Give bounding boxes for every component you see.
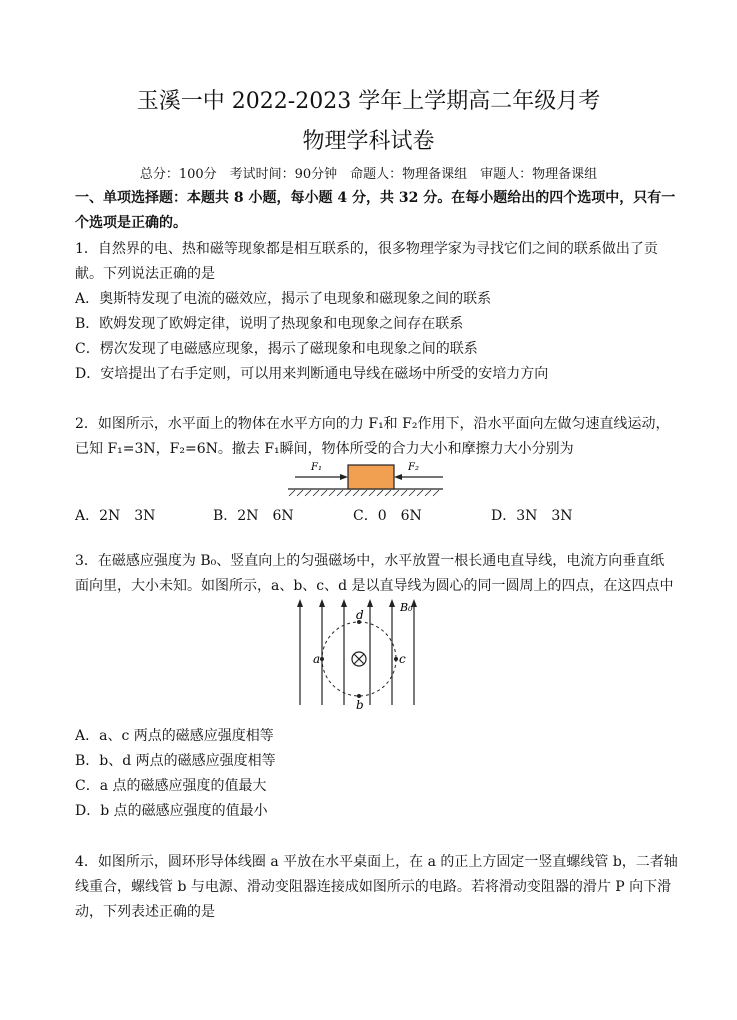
subject-title: 物理学科试卷 xyxy=(302,129,435,154)
label-b0: B₀ xyxy=(400,601,413,614)
q2-stem: 2．如图所示，水平面上的物体在水平方向的力 F₁和 F₂作用下，沿水平面向左做匀速直线运动， xyxy=(75,416,670,432)
q1-option-c: C．楞次发现了电磁感应现象，揭示了磁现象和电现象之间的联系 xyxy=(75,341,478,357)
q1-option-d: D．安培提出了右手定则，可以用来判断通电导线在磁场中所受的安培力方向 xyxy=(75,366,549,382)
exam-title: 玉溪一中 2022-2023 学年上学期高二年级月考 xyxy=(136,89,601,114)
q1-option-b: B．欧姆发现了欧姆定律，说明了热现象和电现象之间存在联系 xyxy=(75,316,464,332)
q2-force-diagram xyxy=(283,458,453,498)
f2-label: F₂ xyxy=(408,462,419,473)
q2-option-a: A．2N 3N xyxy=(75,508,156,524)
section-heading-cont: 个选项是正确的。 xyxy=(75,215,187,231)
label-b: b xyxy=(356,698,364,712)
q3-field-diagram xyxy=(292,597,432,712)
label-d: d xyxy=(356,608,364,622)
q3-option-a: A．a、c 两点的磁感应强度相等 xyxy=(75,728,274,744)
ground-hatching xyxy=(289,490,439,496)
q3-option-c: C．a 点的磁感应强度的值最大 xyxy=(75,778,267,794)
section-heading: 一、单项选择题：本题共 8 小题，每小题 4 分，共 32 分。在每小题给出的四个选项中，只有一 xyxy=(75,190,676,206)
point-a xyxy=(320,657,324,661)
q4-stem: 4．如图所示，圆环形导体线圈 a 平放在水平桌面上，在 a 的正上方固定一竖直螺线管 b，二者轴 xyxy=(75,854,678,870)
q4-stem-cont2: 动，下列表述正确的是 xyxy=(75,904,215,920)
q2-option-d: D．3N 3N xyxy=(491,508,573,524)
q1-stem: 1．自然界的电、热和磁等现象都是相互联系的，很多物理学家为寻找它们之间的联系做出了贡 xyxy=(75,241,658,257)
q3-option-d: D．b 点的磁感应强度的值最小 xyxy=(75,803,268,819)
f1-label: F₁ xyxy=(311,462,322,473)
block xyxy=(348,465,394,489)
exam-meta: 总分：100分 考试时间：90分钟 命题人：物理备课组 审题人：物理备课组 xyxy=(139,167,598,182)
f2-arrowhead xyxy=(394,474,402,480)
q3-stem: 3．在磁感应强度为 B₀、竖直向上的匀强磁场中，水平放置一根长通电直导线，电流方向垂直纸 xyxy=(75,553,665,569)
f1-arrowhead xyxy=(340,474,348,480)
q3-option-b: B．b、d 两点的磁感应强度相等 xyxy=(75,753,276,769)
q2-option-b: B．2N 6N xyxy=(213,508,294,524)
point-c xyxy=(394,657,398,661)
label-c: c xyxy=(399,652,406,666)
q2-stem-cont: 已知 F₁=3N，F₂=6N。撤去 F₁瞬间，物体所受的合力大小和摩擦力大小分别为 xyxy=(75,441,574,457)
q1-stem-cont: 献。下列说法正确的是 xyxy=(75,266,215,282)
field-arrowheads xyxy=(297,599,417,607)
q3-stem-cont: 面向里，大小未知。如图所示，a、b、c、d 是以直导线为圆心的同一圆周上的四点，在这四点中 xyxy=(75,578,674,594)
q2-option-c: C．0 6N xyxy=(353,508,422,524)
q1-option-a: A．奥斯特发现了电流的磁效应，揭示了电现象和磁现象之间的联系 xyxy=(75,291,492,307)
q4-stem-cont: 线重合，螺线管 b 与电源、滑动变阻器连接成如图所示的电路。若将滑动变阻器的滑片 P 向下滑 xyxy=(75,879,672,895)
label-a: a xyxy=(313,652,321,666)
